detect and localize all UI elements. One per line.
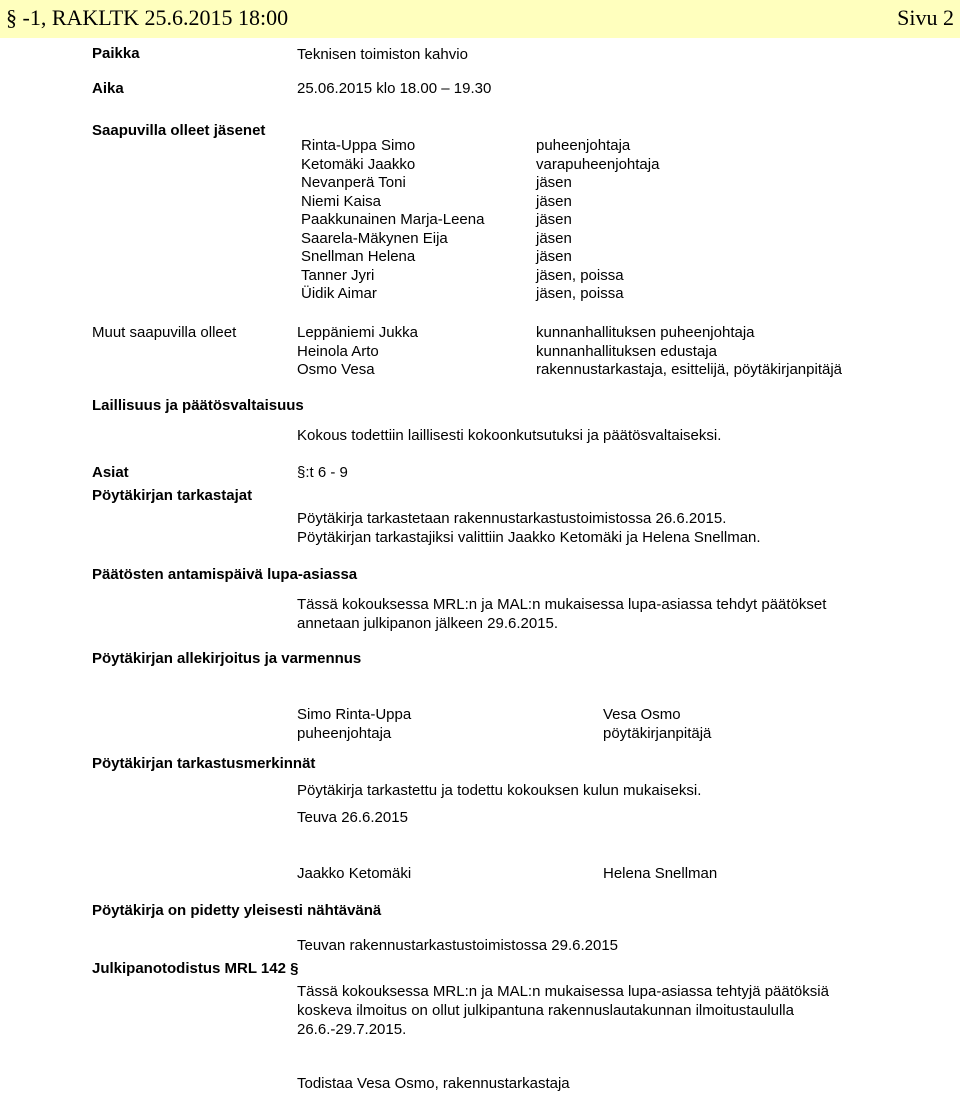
- signer1-name: Simo Rinta-Uppa: [297, 706, 412, 723]
- others-names-list: [297, 324, 418, 380]
- attendee-role: kunnanhallituksen puheenjohtaja: [536, 324, 755, 341]
- member-role: varapuheenjohtaja: [536, 155, 660, 173]
- member-name: Snellman Helena: [301, 248, 416, 265]
- member-name: Saarela-Mäkynen Eija: [301, 229, 448, 247]
- member-role: jäsen: [536, 248, 572, 265]
- public-text: Teuvan rakennustarkastustoimistossa 29.6.2015: [297, 937, 619, 954]
- member-name: Rinta-Uppa Simo: [301, 137, 416, 154]
- legality-text: Kokous todettiin laillisesti kokoonkutsutuksi ja päätösvaltaiseksi.: [297, 427, 722, 444]
- member-role: jäsen: [536, 211, 572, 228]
- checker1-name: Jaakko Ketomäki: [297, 865, 412, 882]
- signer1-role: puheenjohtaja: [297, 725, 392, 742]
- signer2-role: pöytäkirjanpitäjä: [603, 725, 712, 742]
- header-title: § -1, RAKLTK 25.6.2015 18:00: [6, 5, 289, 30]
- attendee-name: Leppäniemi Jukka: [297, 324, 418, 341]
- member-name: Üidik Aimar: [301, 285, 377, 302]
- check-notes-text: Pöytäkirja tarkastettu ja todettu kokouksen kulun mukaiseksi.: [297, 782, 702, 799]
- attendee-role: kunnanhallituksen edustaja: [536, 342, 717, 360]
- member-name: Niemi Kaisa: [301, 192, 382, 210]
- member-role: jäsen: [536, 229, 572, 247]
- page-number: Sivu 2: [897, 5, 954, 30]
- others-label: Muut saapuvilla olleet: [92, 324, 237, 341]
- notice-label: Julkipanotodistus MRL 142 §: [92, 960, 299, 977]
- checker2-name: Helena Snellman: [603, 865, 718, 882]
- present-names-list: [301, 137, 484, 304]
- member-name: Paakkunainen Marja-Leena: [301, 211, 485, 228]
- member-role: jäsen, poissa: [536, 266, 624, 284]
- legality-label: Laillisuus ja päätösvaltaisuus: [92, 397, 304, 414]
- decision-date-line2: annetaan julkipanon jälkeen 29.6.2015.: [297, 615, 559, 632]
- member-name: Tanner Jyri: [301, 266, 375, 284]
- attendee-name: Heinola Arto: [297, 342, 379, 360]
- notice-line1: Tässä kokouksessa MRL:n ja MAL:n mukaisessa lupa-asiassa tehtyjä päätöksiä: [297, 983, 829, 1000]
- decision-date-line1: Tässä kokouksessa MRL:n ja MAL:n mukaisessa lupa-asiassa tehdyt päätökset: [297, 596, 827, 613]
- page-header: [0, 0, 960, 38]
- checkers-line1: Pöytäkirja tarkastetaan rakennustarkastustoimistossa 26.6.2015.: [297, 510, 727, 527]
- member-role: jäsen, poissa: [536, 285, 624, 302]
- check-notes-place-date: Teuva 26.6.2015: [297, 809, 408, 826]
- others-roles-list: [536, 324, 842, 380]
- decision-date-label: Päätösten antamispäivä lupa-asiassa: [92, 566, 358, 583]
- check-notes-label: Pöytäkirjan tarkastusmerkinnät: [92, 755, 316, 772]
- member-role: jäsen: [536, 174, 572, 191]
- signer2-name: Vesa Osmo: [603, 706, 681, 723]
- signature-label: Pöytäkirjan allekirjoitus ja varmennus: [92, 650, 362, 667]
- items-label: Asiat: [92, 464, 129, 481]
- present-label: Saapuvilla olleet jäsenet: [92, 122, 266, 139]
- time-value: 25.06.2015 klo 18.00 – 19.30: [297, 80, 492, 97]
- attendee-name: Osmo Vesa: [297, 361, 375, 378]
- member-role: puheenjohtaja: [536, 137, 631, 154]
- notice-attest: Todistaa Vesa Osmo, rakennustarkastaja: [297, 1075, 570, 1092]
- notice-line2: koskeva ilmoitus on ollut julkipantuna rakennuslautakunnan ilmoitustaululla: [297, 1002, 794, 1019]
- member-role: jäsen: [536, 192, 572, 210]
- member-name: Ketomäki Jaakko: [301, 155, 416, 173]
- public-label: Pöytäkirja on pidetty yleisesti nähtävänä: [92, 902, 382, 919]
- items-value: §:t 6 - 9: [297, 464, 348, 481]
- time-label: Aika: [92, 80, 124, 97]
- checkers-line2: Pöytäkirjan tarkastajiksi valittiin Jaakko Ketomäki ja Helena Snellman.: [297, 529, 761, 546]
- present-roles-list: [536, 137, 659, 304]
- notice-line3: 26.6.-29.7.2015.: [297, 1021, 407, 1038]
- place-label: Paikka: [92, 45, 140, 62]
- checkers-label: Pöytäkirjan tarkastajat: [92, 487, 253, 504]
- attendee-role: rakennustarkastaja, esittelijä, pöytäkirjanpitäjä: [536, 361, 842, 378]
- member-name: Nevanperä Toni: [301, 174, 406, 191]
- place-value: Teknisen toimiston kahvio: [297, 46, 468, 63]
